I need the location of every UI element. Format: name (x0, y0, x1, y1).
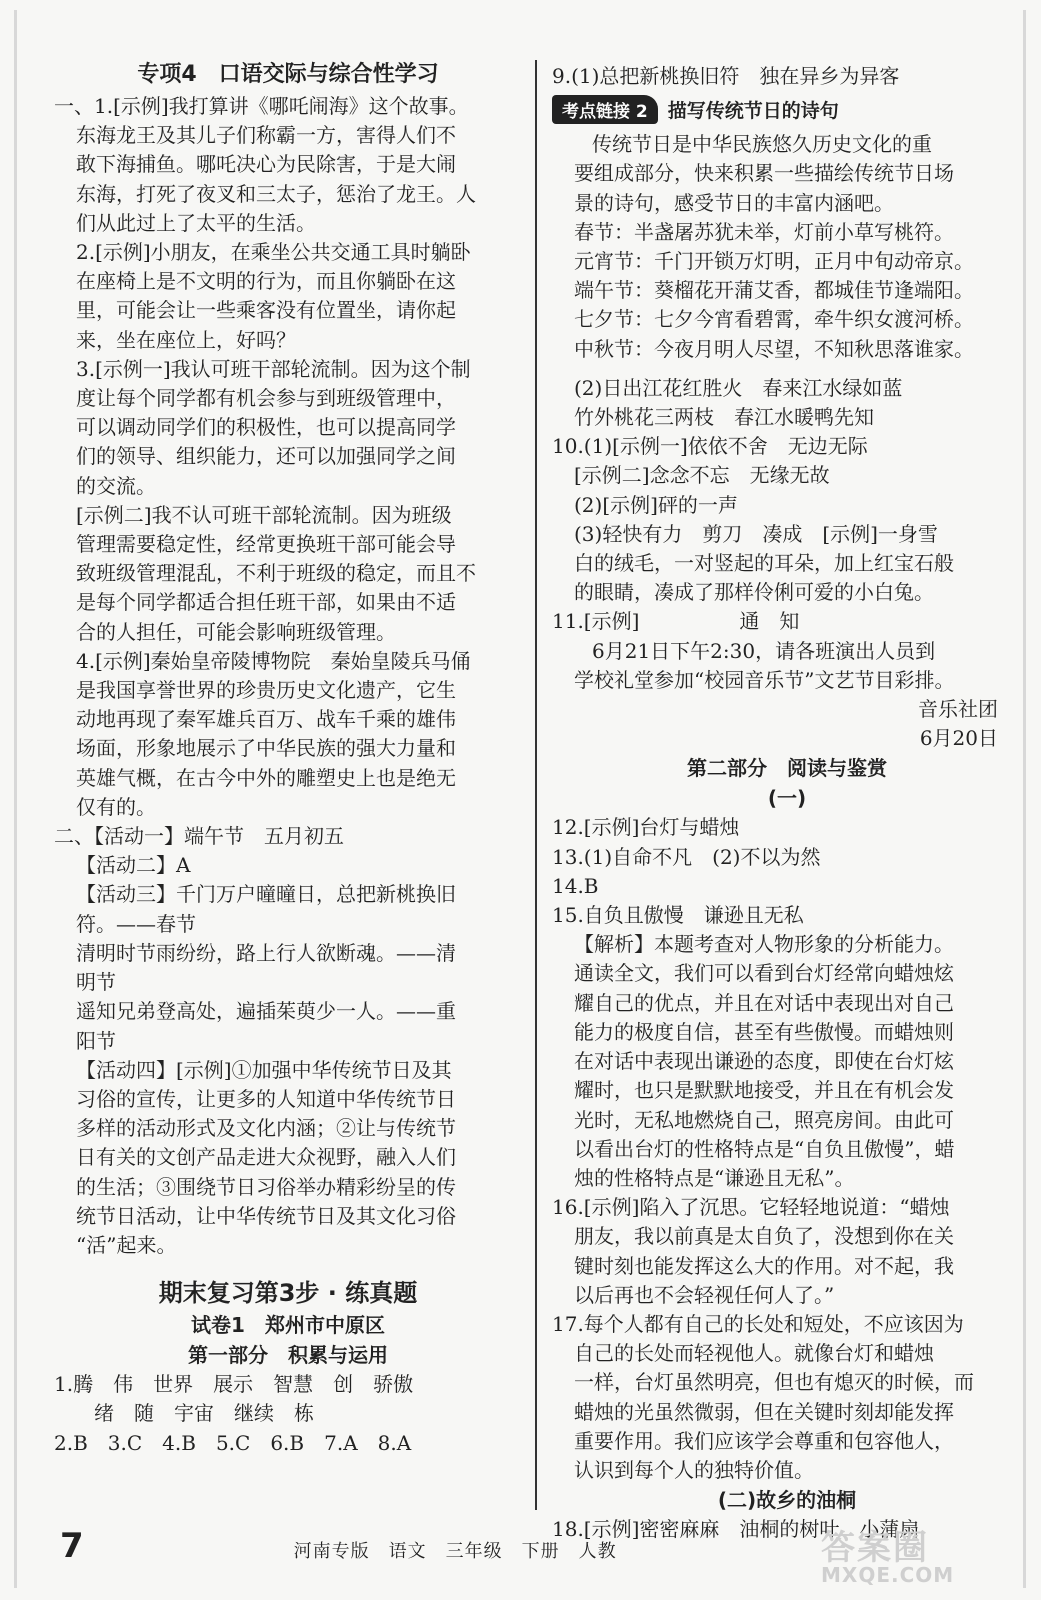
text-line: (2)日出江花红胜火 春来江水绿如蓝 (574, 375, 903, 400)
text-line: [示例二]我不认可班干部轮流制。因为班级 (76, 502, 452, 527)
text-line: 致班级管理混乱，不利于班级的稳定，而且不 (76, 561, 476, 586)
text-line: 是我国享誉世界的珍贵历史文化遗产，它生 (76, 678, 456, 703)
text-line: 15.自负且傲慢 谦逊且无私 (552, 903, 804, 928)
text-line: 清明时节雨纷纷，路上行人欲断魂。——清 (76, 940, 456, 965)
knowledge-link-badge: 考点链接 2 (552, 95, 658, 124)
text-line: 里，可能会让一些乘客没有位置坐，请你起 (76, 298, 456, 323)
text-line: 1.腾 伟 世界 展示 智慧 创 骄傲 (54, 1372, 414, 1397)
text-line: 东海，打死了夜叉和三太子，惩治了龙王。人 (76, 181, 476, 206)
text-line: 以后再也不会轻视任何人了。” (574, 1282, 835, 1307)
part2-subtitle-2: (二)故乡的油桐 (717, 1488, 857, 1513)
text-line: (3)轻快有力 剪刀 凑成 [示例]一身雪 (574, 521, 938, 546)
text-line: 七夕节：七夕今宵看碧霄，牵牛织女渡河桥。 (574, 307, 974, 332)
text-line: 2.[示例]小朋友，在乘坐公共交通工具时躺卧 (76, 240, 471, 265)
text-line: 4.[示例]秦始皇帝陵博物院 秦始皇陵兵马俑 (76, 648, 471, 673)
text-line: 敢下海捕鱼。哪吒决心为民除害，于是大闹 (76, 152, 456, 177)
text-line: 元宵节：千门开锁万灯明，正月中旬动帝京。 (574, 249, 974, 274)
text-line: 重要作用。我们应该学会尊重和包容他人， (574, 1428, 954, 1453)
notice-signature-org: 音乐社团 (918, 697, 998, 722)
text-line: 绪 随 宇宙 继续 栋 (94, 1401, 314, 1426)
text-line: 度让每个同学都有机会参与到班级管理中， (76, 386, 456, 411)
text-line: 二、【活动一】端午节 五月初五 (54, 824, 344, 849)
text-line: 6月21日下午2:30，请各班演出人员到 (592, 638, 936, 663)
text-line: 统节日活动，让中华传统节日及其文化习俗 (76, 1203, 456, 1228)
paper-title: 试卷1 郑州市中原区 (191, 1313, 385, 1338)
section-title: 期末复习第3步 · 练真题 (158, 1279, 418, 1308)
text-line: 遥知兄弟登高处，遍插茱萸少一人。——重 (76, 999, 456, 1024)
text-line: 光时，无私地燃烧自己，照亮房间。由此可 (574, 1107, 954, 1132)
knowledge-link (552, 95, 1022, 124)
text-line: 16.[示例]陷入了沉思。它轻轻地说道：“蜡烛 (552, 1195, 950, 1220)
text-line: 2.B 3.C 4.B 5.C 6.B 7.A 8.A (54, 1430, 412, 1455)
text-line: [示例二]念念不忘 无缘无故 (574, 463, 830, 488)
part2-subtitle-1: (一) (767, 786, 807, 811)
text-line: 场面，形象地展示了中华民族的强大力量和 (76, 736, 456, 761)
text-line: 明节 (76, 970, 116, 995)
text-line: 多样的活动形式及文化内涵；②让与传统节 (76, 1116, 456, 1141)
left-objective-answers (54, 1370, 522, 1458)
text-line: 端午节：葵榴花开蒲艾香，都城佳节逢端阳。 (574, 278, 974, 303)
text-line: 白的绒毛，一对竖起的耳朵，加上红宝石般 (574, 551, 954, 576)
text-line: 的生活；③围绕节日习俗举办精彩纷呈的传 (76, 1174, 456, 1199)
text-line: 一样，台灯虽然明亮，但也有熄灭的时候，而 (574, 1370, 974, 1395)
text-line: 键时刻也能发挥这么大的作用。对不起，我 (574, 1253, 954, 1278)
text-line: 13.(1)自命不凡 (2)不以为然 (552, 844, 821, 869)
text-line: 们从此过上了太平的生活。 (76, 210, 316, 235)
text-line: 耀时，也只是默默地接受，并且在有机会发 (574, 1078, 954, 1103)
text-line: 10.(1)[示例一]依依不舍 无边无际 (552, 434, 868, 459)
text-line: 的交流。 (76, 473, 156, 498)
text-line: 动地再现了秦军雄兵百万、战车千乘的雄伟 (76, 707, 456, 732)
watermark-text: 答案圈 (821, 1528, 929, 1568)
text-line: 要组成部分，快来积累一些描绘传统节日场 (574, 161, 954, 186)
text-line: 景的诗句，感受节日的丰富内涵吧。 (574, 190, 894, 215)
text-line: 们的领导、组织能力，还可以加强同学之间 (76, 444, 456, 469)
text-line: 阳节 (76, 1028, 116, 1053)
text-line: 来，坐在座位上，好吗？ (76, 327, 296, 352)
text-line: 管理需要稳定性，经常更换班干部可能会导 (76, 532, 456, 557)
text-line: 18.[示例]密密麻麻 油桐的树叶 小蒲扇 (552, 1517, 920, 1542)
text-line: 是每个同学都适合担任班干部，如果由不适 (76, 590, 456, 615)
right-mid-lines (552, 374, 1022, 695)
text-line: 日有关的文创产品走进大众视野，融入人们 (76, 1145, 456, 1170)
text-line: 12.[示例]台灯与蜡烛 (552, 815, 740, 840)
right-top-lines (552, 62, 1022, 91)
text-line: 通读全文，我们可以看到台灯经常向蜡烛炫 (574, 961, 954, 986)
text-line: 认识到每个人的独特价值。 (574, 1457, 814, 1482)
text-line: 9.(1)总把新桃换旧符 独在异乡为异客 (552, 64, 900, 88)
text-line: 以看出台灯的性格特点是“自负且傲慢”，蜡 (574, 1136, 955, 1161)
text-line: 3.[示例一]我认可班干部轮流制。因为这个制 (76, 356, 471, 381)
text-line: 合的人担任，可能会影响班级管理。 (76, 619, 396, 644)
text-line: 【活动三】千门万户曈曈日，总把新桃换旧 (76, 882, 456, 907)
text-line: 17.每个人都有自己的长处和短处，不应该因为 (552, 1311, 964, 1336)
text-line: 【活动四】[示例]①加强中华传统节日及其 (76, 1057, 452, 1082)
column-divider (535, 60, 537, 1510)
watermark-logo (821, 1520, 1021, 1590)
text-line: 蜡烛的光虽然微弱，但在关键时刻却能发挥 (574, 1399, 954, 1424)
text-line: 自己的长处而轻视他人。就像台灯和蜡烛 (574, 1341, 934, 1366)
text-line: “活”起来。 (76, 1232, 177, 1257)
right-column (552, 62, 1022, 1544)
topic-title: 专项4 口语交际与综合性学习 (137, 62, 439, 87)
text-line: 东海龙王及其儿子们称霸一方，害得人们不 (76, 123, 456, 148)
text-line: 英雄气概，在古今中外的雕塑史上也是绝无 (76, 765, 456, 790)
text-line: 中秋节：今夜月明人尽望，不知秋思落谁家。 (574, 336, 974, 361)
text-line: 耀自己的优点，并且在对话中表现出对自己 (574, 990, 954, 1015)
notice-signature-date: 6月20日 (919, 726, 998, 751)
reading-answer-lines (552, 813, 1022, 1485)
text-line: 烛的性格特点是“谦逊且无私”。 (574, 1165, 855, 1190)
text-line: 仅有的。 (76, 794, 156, 819)
footer-info: 河南专版 语文 三年级 下册 人教 (293, 1541, 617, 1562)
page-number: 7 (60, 1526, 84, 1566)
text-line: 在座椅上是不文明的行为，而且你躺卧在这 (76, 269, 456, 294)
left-column (54, 58, 522, 1458)
text-line: (2)[示例]砰的一声 (574, 492, 738, 517)
text-line: 春节：半盏屠苏犹未举，灯前小草写桃符。 (574, 219, 954, 244)
text-line: 【解析】本题考查对人物形象的分析能力。 (574, 932, 954, 957)
part2-title: 第二部分 阅读与鉴赏 (687, 756, 887, 781)
text-line: 习俗的宣传，让更多的人知道中华传统节日 (76, 1086, 456, 1111)
text-line: 能力的极度自信，甚至有些傲慢。而蜡烛则 (574, 1019, 954, 1044)
knowledge-link-title: 描写传统节日的诗句 (667, 100, 839, 123)
text-line: 14.B (552, 873, 599, 898)
text-line: 朋友，我以前真是太自负了，没想到你在关 (574, 1224, 954, 1249)
poem-lines (552, 130, 1022, 364)
text-line: 【活动二】A (76, 853, 191, 878)
text-line: 在对话中表现出谦逊的态度，即使在台灯炫 (574, 1049, 954, 1074)
text-line: 11.[示例] 通 知 (552, 609, 800, 634)
left-answer-lines (54, 92, 522, 1260)
text-line: 竹外桃花三两枝 春江水暖鸭先知 (574, 405, 874, 430)
text-line: 学校礼堂参加“校园音乐节”文艺节目彩排。 (574, 667, 955, 692)
text-line: 一、1.[示例]我打算讲《哪吒闹海》这个故事。 (54, 94, 469, 118)
text-line: 的眼睛，凑成了那样伶俐可爱的小白兔。 (574, 580, 934, 605)
text-line: 符。——春节 (76, 911, 196, 936)
watermark-url: MXQE.COM (821, 1563, 955, 1587)
text-line: 传统节日是中华民族悠久历史文化的重 (592, 132, 932, 157)
part-title: 第一部分 积累与运用 (188, 1343, 388, 1368)
text-line: 可以调动同学们的积极性，也可以提高同学 (76, 415, 456, 440)
